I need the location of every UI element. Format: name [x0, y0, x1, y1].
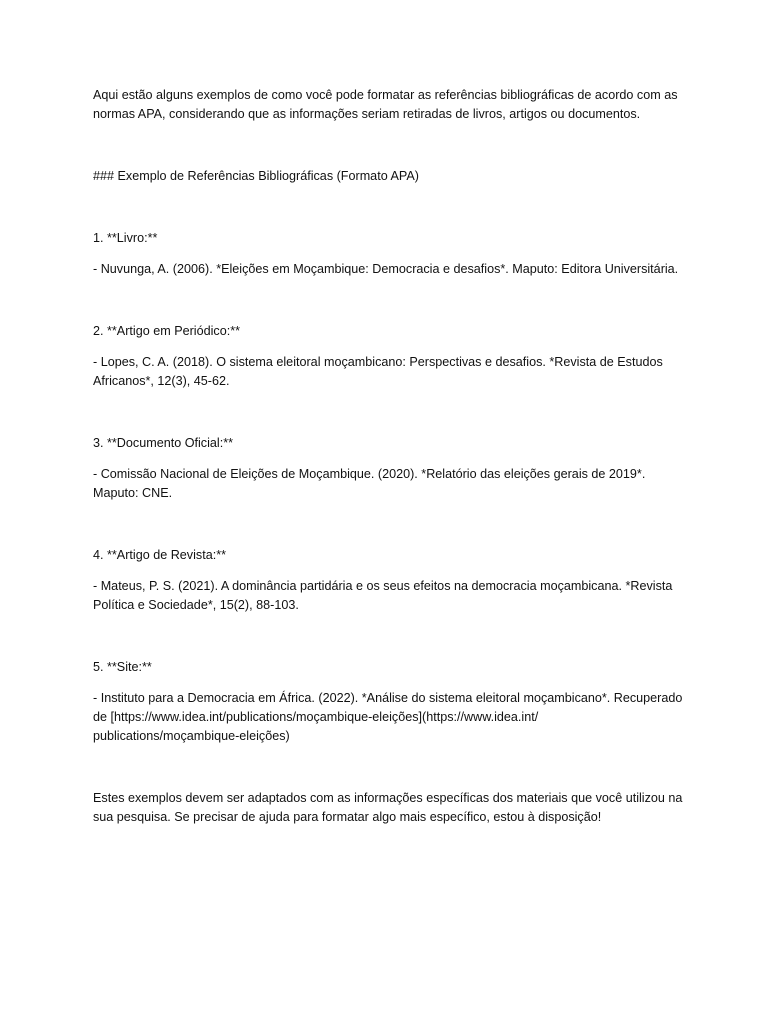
- reference-text: - Lopes, C. A. (2018). O sistema eleitoral moçambicano: Perspectivas e desafios. *Revista de Estudos Africanos*, 12(3), 45-62.: [93, 355, 663, 388]
- reference-title: 4. **Artigo de Revista:**: [93, 548, 227, 562]
- reference-text: - Instituto para a Democracia em África. (2022). *Análise do sistema eleitoral moçambicano*. Recuperado de [https://www.idea.int/publications/moçambique-eleições](https://www.idea.int/ publications/moçambique-eleições): [93, 691, 683, 743]
- intro-paragraph: Aqui estão alguns exemplos de como você pode formatar as referências bibliográficas de acordo com as normas APA, considerando que as informações seriam retiradas de livros, artigos ou documentos.: [93, 88, 678, 121]
- reference-title: 5. **Site:**: [93, 660, 152, 674]
- reference-item: [93, 229, 683, 279]
- reference-title: 3. **Documento Oficial:**: [93, 436, 233, 450]
- reference-item: [93, 546, 683, 615]
- section-heading: ### Exemplo de Referências Bibliográficas (Formato APA): [93, 169, 419, 183]
- reference-text: - Comissão Nacional de Eleições de Moçambique. (2020). *Relatório das eleições gerais de 2019*. Maputo: CNE.: [93, 467, 646, 500]
- reference-text: - Nuvunga, A. (2006). *Eleições em Moçambique: Democracia e desafios*. Maputo: Editora Universitária.: [93, 262, 679, 276]
- reference-text: - Mateus, P. S. (2021). A dominância partidária e os seus efeitos na democracia moçambicana. *Revista Política e Sociedade*, 15(2), 88-103.: [93, 579, 673, 612]
- reference-item: [93, 658, 683, 746]
- document-page: [93, 86, 683, 827]
- closing-paragraph: Estes exemplos devem ser adaptados com as informações específicas dos materiais que você utilizou na sua pesquisa. Se precisar de ajuda para formatar algo mais específico, estou à disposição!: [93, 791, 683, 824]
- reference-item: [93, 322, 683, 391]
- reference-title: 1. **Livro:**: [93, 231, 158, 245]
- reference-title: 2. **Artigo em Periódico:**: [93, 324, 240, 338]
- reference-item: [93, 434, 683, 503]
